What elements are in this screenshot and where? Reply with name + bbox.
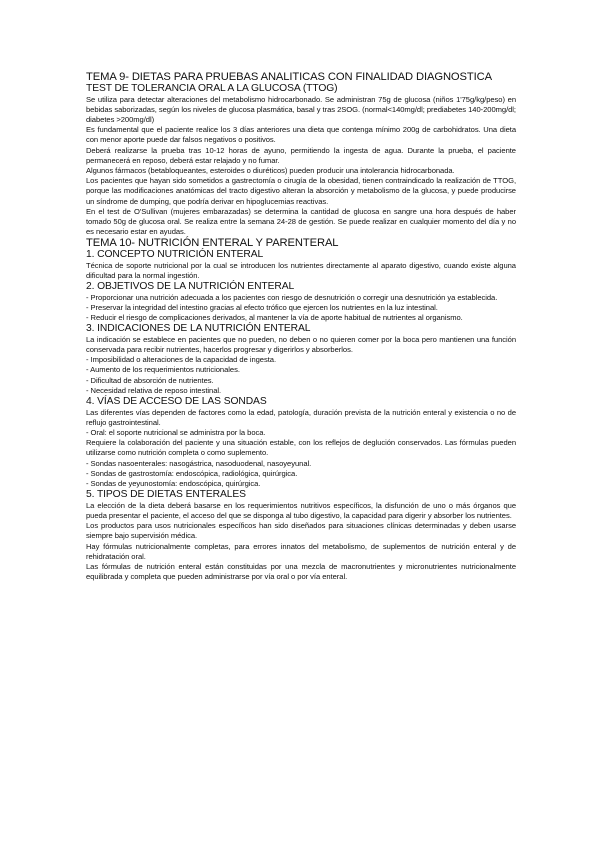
paragraph: Algunos fármacos (betabloqueantes, esteroides o diuréticos) pueden producir una intolerancia hidrocarbonada.	[86, 165, 455, 175]
list-item: - Aumento de los requerimientos nutricionales.	[86, 365, 240, 375]
paragraph: La elección de la dieta deberá basarse en los requerimientos nutritivos específicos, la disfunción de uno o más órganos que pueda presentar el paciente, el acceso del que se disponga al tubo digestivo, la capacidad para digerir y absorber los nutrientes.	[86, 500, 516, 520]
paragraph: Las fórmulas de nutrición enteral están constituidas por una mezcla de macronutrientes y micronutrientes nutricionalmente equilibrada y completa que pueden administrarse por vía oral o por vía enteral.	[86, 561, 516, 582]
subsection-heading: 5. TIPOS DE DIETAS ENTERALES	[86, 489, 246, 501]
document-page	[86, 71, 516, 582]
paragraph: Requiere la colaboración del paciente y una situación estable, con los reflejos de deglución conservados. Las fórmulas pueden utilizarse como nutrición completa o como suplemento.	[86, 438, 516, 458]
list-item: - Preservar la integridad del intestino gracias al efecto trófico que ejercen los nutrientes en la luz intestinal.	[86, 302, 438, 312]
subsection-heading: 2. OBJETIVOS DE LA NUTRICIÓN ENTERAL	[86, 281, 295, 293]
paragraph: Los pacientes que hayan sido sometidos a gastrectomía o cirugía de la obesidad, tienen contraindicado la realización de TTOG, porque las modificaciones anatómicas del tracto digestivo alteran la absorción y metabolismo de la glucosa, y puede producirse un síndrome de dumping, que podría derivar en hipoglucemias reactivas.	[86, 176, 516, 206]
list-item: - Sondas de gastrostomía: endoscópica, radiológica, quirúrgica.	[86, 468, 298, 478]
subsection-heading: 4. VÍAS DE ACCESO DE LAS SONDAS	[86, 396, 267, 408]
list-item: - Oral: el soporte nutricional se administra por la boca.	[86, 427, 266, 437]
list-item: - Dificultad de absorción de nutrientes.	[86, 375, 214, 385]
paragraph: Las diferentes vías dependen de factores como la edad, patología, duración prevista de la nutrición enteral y existencia o no de reflujo gastrointestinal.	[86, 407, 516, 427]
list-item: - Reducir el riesgo de complicaciones derivados, al mantener la vía de aporte habitual de nutrientes al organismo.	[86, 313, 463, 323]
list-item: - Necesidad relativa de reposo intestinal.	[86, 385, 222, 395]
subsection-heading: 3. INDICACIONES DE LA NUTRICIÓN ENTERAL	[86, 323, 311, 335]
subsection-heading: 1. CONCEPTO NUTRICIÓN ENTERAL	[86, 249, 264, 261]
paragraph: En el test de O'Sullivan (mujeres embarazadas) se determina la cantidad de glucosa en sangre una hora después de haber tomado 50g de glucosa oral. Se realiza entre la semana 24-28 de gestión. Se puede realizar en cualquier momento del día y no es necesario estar en ayudas.	[86, 206, 516, 237]
subsection-heading: TEST DE TOLERANCIA ORAL A LA GLUCOSA (TTOG)	[86, 83, 338, 94]
list-item: - Sondas de yeyunostomía: endoscópica, quirúrgica.	[86, 479, 261, 488]
list-item: - Imposibilidad o alteraciones de la capacidad de ingesta.	[86, 355, 277, 365]
paragraph: Técnica de soporte nutricional por la cual se introducen los nutrientes directamente al aparato digestivo, cuando existe alguna dificultad para la normal ingestión.	[86, 260, 516, 281]
paragraph: La indicación se establece en pacientes que no pueden, no deben o no quieren comer por la boca pero mantienen una función conservada para recibir nutrientes, hacerlos progresar y digerirlos y absorberlos.	[86, 334, 516, 355]
paragraph: Se utiliza para detectar alteraciones del metabolismo hidrocarbonado. Se administran 75g de glucosa (niños 1'75g/kg/peso) en bebidas saborizadas, según los niveles de glucosa plasmática, basal y tras 2SOG. (normal<140mg/dl; prediabetes 140-200mg/dl; diabetes >200mg/dl)	[86, 94, 516, 124]
paragraph: Los productos para usos nutricionales específicos han sido diseñados para situaciones clínicas determinadas y deben usarse siempre bajo supervisión médica.	[86, 521, 516, 541]
paragraph: Es fundamental que el paciente realice los 3 días anteriores una dieta que contenga mínimo 200g de carbohidratos. Una dieta con menor aporte puede dar falsos negativos o positivos.	[86, 125, 516, 145]
paragraph: Deberá realizarse la prueba tras 10-12 horas de ayuno, permitiendo la ingesta de agua. Durante la prueba, el paciente permanecerá en reposo, deberá estar relajado y no fumar.	[86, 145, 516, 165]
section-heading: TEMA 10- NUTRICIÓN ENTERAL Y PARENTERAL	[86, 237, 339, 250]
list-item: - Sondas nasoenterales: nasogástrica, nasoduodenal, nasoyeyunal.	[86, 458, 312, 468]
list-item: - Proporcionar una nutrición adecuada a los pacientes con riesgo de desnutrición o corregir una desnutrición ya establecida.	[86, 292, 498, 302]
paragraph: Hay fórmulas nutricionalmente completas, para errores innatos del metabolismo, de suplementos de nutrición enteral y de rehidratación oral.	[86, 541, 516, 561]
section-heading: TEMA 9- DIETAS PARA PRUEBAS ANALITICAS CON FINALIDAD DIAGNOSTICA	[86, 71, 492, 83]
